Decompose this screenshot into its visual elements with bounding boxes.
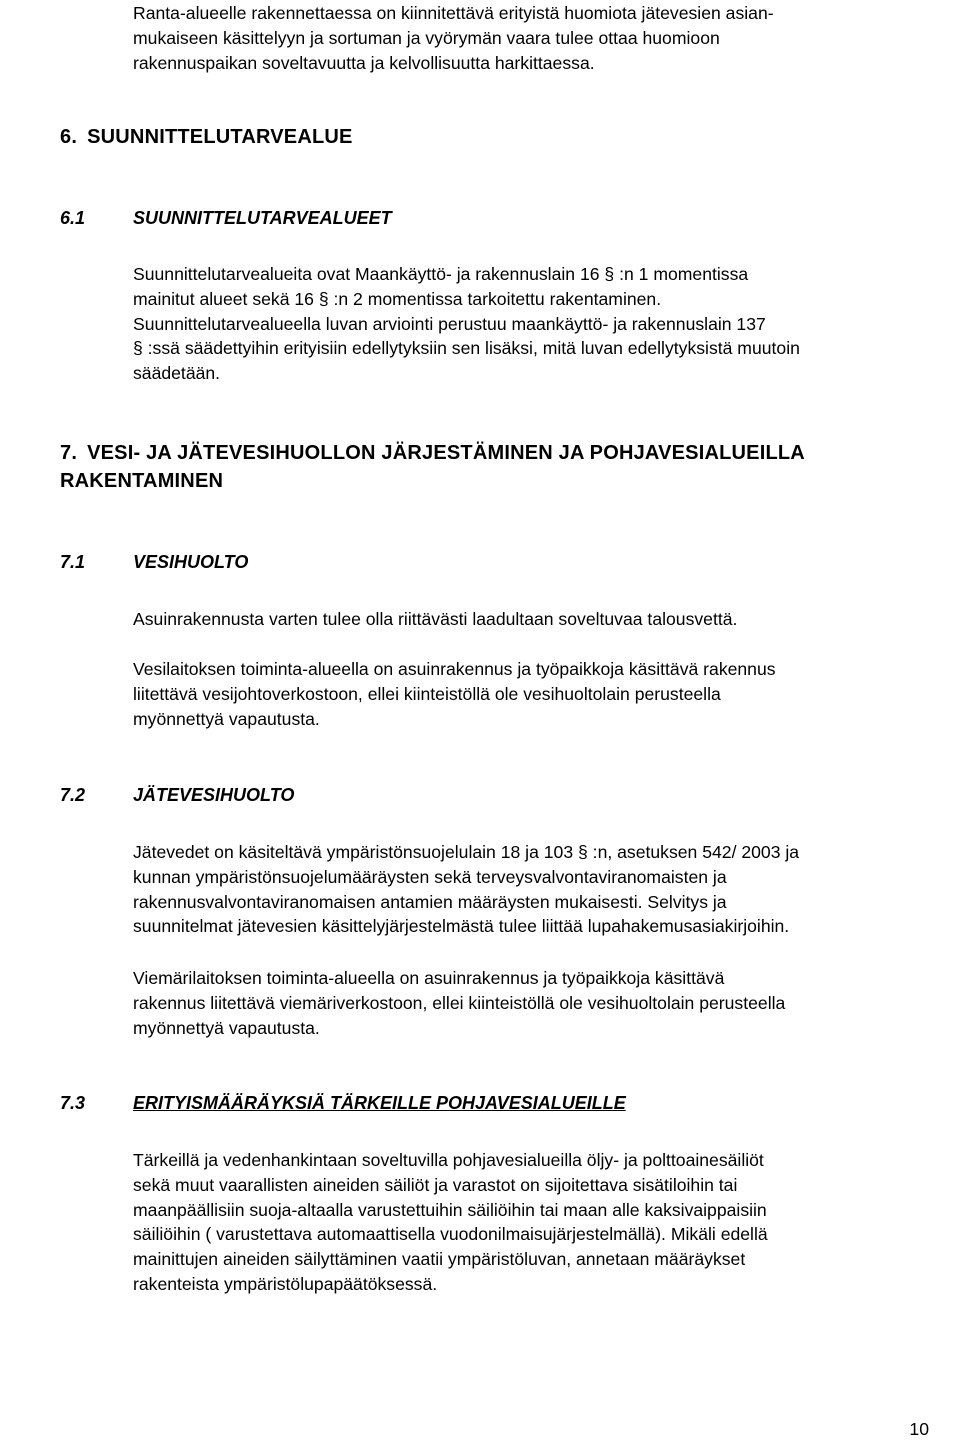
text-line: Asuinrakennusta varten tulee olla riittävästi laadultaan soveltuvaa talousvettä. bbox=[133, 609, 738, 629]
text-line: Jätevedet on käsiteltävä ympäristönsuojelulain 18 ja 103 § :n, asetuksen 542/ 2003 ja bbox=[133, 842, 800, 862]
intro-paragraph bbox=[133, 1, 955, 75]
text-line: Suunnittelutarvealueita ovat Maankäyttö- ja rakennuslain 16 § :n 1 momentissa bbox=[133, 264, 749, 284]
subsection-7-1-title: VESIHUOLTO bbox=[133, 552, 249, 572]
subsection-7-2-paragraph-2 bbox=[133, 966, 955, 1040]
section-6-number: 6. bbox=[60, 126, 78, 148]
section-7-heading bbox=[60, 439, 940, 495]
text-line: liitettävä vesijohtoverkostoon, ellei kiinteistöllä ole vesihuoltolain perusteella bbox=[133, 683, 721, 704]
text-line: Ranta-alueelle rakennettaessa on kiinnitettävä erityistä huomiota jätevesien asian- bbox=[133, 3, 774, 23]
subsection-7-3-title: ERITYISMÄÄRÄYKSIÄ TÄRKEILLE POHJAVESIALUEILLE bbox=[133, 1093, 626, 1113]
subsection-7-2-number: 7.2 bbox=[60, 785, 86, 805]
section-6-title: SUUNNITTELUTARVEALUE bbox=[87, 126, 353, 148]
text-line: säädetään. bbox=[133, 363, 221, 384]
text-line: sekä muut vaarallisten aineiden säiliöt ja varastot on sijoitettava sisätiloihin tai bbox=[133, 1174, 738, 1195]
text-line: mainittujen aineiden säilyttäminen vaatii ympäristöluvan, annetaan määräykset bbox=[133, 1249, 746, 1270]
subsection-7-1-number: 7.1 bbox=[60, 552, 86, 572]
text-line: Viemärilaitoksen toiminta-alueella on asuinrakennus ja työpaikkoja käsittävä bbox=[133, 968, 725, 988]
section-7-number: 7. bbox=[60, 442, 78, 464]
text-line: mukaiseen käsittelyyn ja sortuman ja vyörymän vaara tulee ottaa huomioon bbox=[133, 27, 720, 48]
text-line: myönnettyä vapautusta. bbox=[133, 708, 320, 729]
text-line: Vesilaitoksen toiminta-alueella on asuinrakennus ja työpaikkoja käsittävä rakennus bbox=[133, 659, 776, 679]
section-6-heading bbox=[60, 123, 353, 151]
subsection-7-1-paragraph-2 bbox=[133, 657, 955, 731]
text-line: rakennuspaikan soveltavuutta ja kelvollisuutta harkittaessa. bbox=[133, 52, 595, 73]
text-line: rakenteista ympäristölupapäätöksessä. bbox=[133, 1273, 438, 1294]
subsection-7-3-paragraph bbox=[133, 1148, 955, 1297]
subsection-7-3-number: 7.3 bbox=[60, 1093, 86, 1113]
text-line: § :ssä säädettyihin erityisiin edellytyksiin sen lisäksi, mitä luvan edellytyksistä muutoin bbox=[133, 338, 800, 359]
section-7-title-line-1: VESI- JA JÄTEVESIHUOLLON JÄRJESTÄMINEN JA POHJAVESIALUEILLA bbox=[87, 442, 805, 464]
text-line: rakennusvalvontaviranomaisen antamien määräysten mukaisesti. Selvitys ja bbox=[133, 891, 727, 912]
page-number: 10 bbox=[909, 1419, 929, 1439]
subsection-6-1-title: SUUNNITTELUTARVEALUEET bbox=[133, 208, 392, 228]
section-7-title-line-2: RAKENTAMINEN bbox=[60, 470, 224, 492]
text-line: maanpäällisiin suoja-altaalla varustettuihin säiliöihin tai maan alle kaksivaippaisiin bbox=[133, 1199, 767, 1220]
text-line: myönnettyä vapautusta. bbox=[133, 1017, 320, 1038]
subsection-6-1-paragraph bbox=[133, 262, 955, 386]
text-line: säiliöihin ( varustettava automaattisella vuodonilmaisujärjestelmällä). Mikäli edellä bbox=[133, 1224, 768, 1245]
text-line: kunnan ympäristönsuojelumääräysten sekä terveysvalvontaviranomaisten ja bbox=[133, 866, 727, 887]
text-line: Suunnittelutarvealueella luvan arviointi perustuu maankäyttö- ja rakennuslain 137 bbox=[133, 313, 766, 334]
text-line: suunnitelmat jätevesien käsittelyjärjestelmästä tulee liittää lupahakemusasiakirjoihin. bbox=[133, 916, 790, 937]
text-line: mainitut alueet sekä 16 § :n 2 momentissa tarkoitettu rakentaminen. bbox=[133, 288, 662, 309]
text-line: rakennus liitettävä viemäriverkostoon, ellei kiinteistöllä ole vesihuoltolain perusteella bbox=[133, 992, 786, 1013]
text-line: Tärkeillä ja vedenhankintaan soveltuvilla pohjavesialueilla öljy- ja polttoainesäiliöt bbox=[133, 1150, 764, 1170]
subsection-7-2-paragraph-1 bbox=[133, 840, 955, 939]
subsection-6-1-number: 6.1 bbox=[60, 208, 86, 228]
subsection-7-2-title: JÄTEVESIHUOLTO bbox=[133, 785, 295, 805]
subsection-7-1-paragraph-1 bbox=[133, 607, 955, 632]
